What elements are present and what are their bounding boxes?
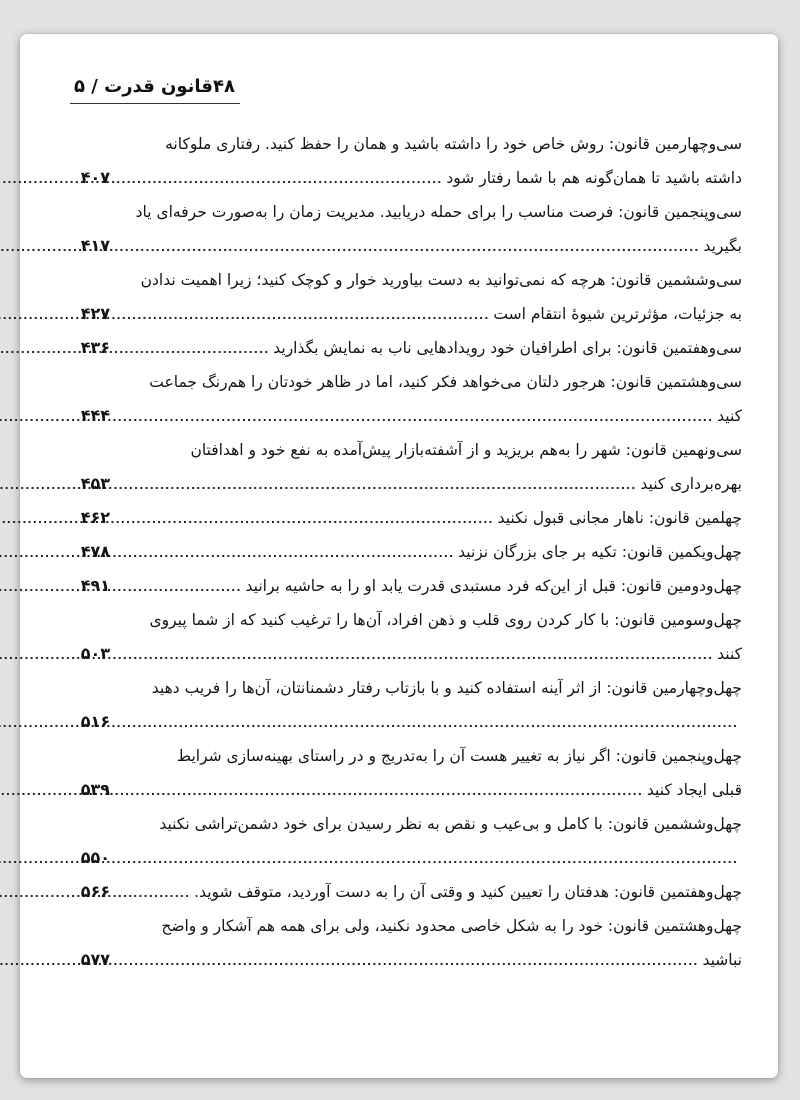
toc-entry-text: چهل‌وپنجمین قانون: اگر نیاز به تغییر هست آن را به‌تدریج و در راستای بهینه‌سازی شرایط [176, 747, 742, 765]
toc-page-number: ۴۶۲ [80, 508, 110, 527]
leader-dots [114, 503, 494, 537]
toc-page-number: ۴۹۱ [80, 576, 110, 595]
toc-entry-text: سی‌ونهمین قانون: شهر را به‌هم بریزید و از آشفته‌بازار پیش‌آمده به نفع خود و اهدافتان [190, 441, 742, 459]
toc-page-number: ۵۶۶ [80, 882, 110, 901]
toc-entry [70, 263, 742, 331]
toc-entry-line [70, 297, 742, 331]
toc-entry-line [70, 535, 742, 569]
leader-dots [114, 231, 699, 265]
toc-entry-line [70, 365, 742, 399]
toc-entry-line [70, 773, 742, 807]
toc-entry-text: نباشید [702, 951, 742, 969]
toc-entry-text: چهلمین قانون: ناهار مجانی قبول نکنید [497, 509, 742, 527]
toc-page-number: ۴۷۸ [80, 542, 110, 561]
leader-dots [114, 877, 190, 911]
toc-entry-line [70, 161, 742, 195]
toc-entry-line [70, 739, 742, 773]
toc-entry-text: سی‌وهفتمین قانون: برای اطرافیان خود رویدادهایی ناب به نمایش بگذارید [273, 339, 742, 357]
toc-entry-line [70, 399, 742, 433]
toc-entry-line [70, 331, 742, 365]
toc-entry-line [70, 671, 742, 705]
toc-page-number: ۵۵۰ [80, 848, 110, 867]
leader-dots [114, 707, 738, 741]
leader-dots [114, 163, 442, 197]
toc-page-number: ۵۳۹ [80, 780, 110, 799]
leader-dots [114, 299, 489, 333]
toc-entry-line [70, 501, 742, 535]
toc-entry [70, 433, 742, 501]
toc-page-number: ۴۲۷ [80, 304, 110, 323]
leader-dots [114, 537, 454, 571]
toc-entry-line [70, 467, 742, 501]
toc-page-number: ۴۵۳ [80, 474, 110, 493]
toc-entry [70, 671, 742, 739]
toc-entry-text: سی‌وچهارمین قانون: روش خاص خود را داشته باشید و همان را حفظ کنید. رفتاری ملوکانه [165, 135, 742, 153]
toc-entry-text: بهره‌برداری کنید [640, 475, 742, 493]
toc-page-number: ۵۰۳ [80, 644, 110, 663]
toc-entry-text: چهل‌وهفتمین قانون: هدفتان را تعیین کنید و وقتی آن را به دست آوردید، متوقف شوید. [194, 883, 742, 901]
toc-entry-text: سی‌وهشتمین قانون: هرجور دلتان می‌خواهد فکر کنید، اما در ظاهر خودتان را هم‌رنگ جماعت [149, 373, 742, 391]
table-of-contents [70, 127, 742, 977]
toc-entry-text: داشته باشید تا همان‌گونه هم با شما رفتار شود [446, 169, 742, 187]
toc-entry [70, 365, 742, 433]
toc-entry-line [70, 637, 742, 671]
toc-entry [70, 501, 742, 535]
toc-entry-line [70, 705, 742, 739]
toc-entry-line [70, 263, 742, 297]
toc-entry-text: سی‌وششمین قانون: هرچه که نمی‌توانید به دست بیاورید خوار و کوچک کنید؛ زیرا اهمیت ندادن [140, 271, 742, 289]
toc-entry-text: بگیرید [703, 237, 742, 255]
leader-dots [114, 945, 698, 979]
toc-entry-text: چهل‌وسومین قانون: با کار کردن روی قلب و ذهن افراد، آن‌ها را ترغیب کنید که از شما پیروی [149, 611, 742, 629]
toc-entry-line [70, 195, 742, 229]
toc-entry-line [70, 229, 742, 263]
toc-entry [70, 875, 742, 909]
leader-dots [114, 469, 636, 503]
toc-entry [70, 807, 742, 875]
toc-page-number: ۵۷۷ [80, 950, 110, 969]
leader-dots [114, 571, 242, 605]
toc-entry [70, 909, 742, 977]
toc-entry-line [70, 127, 742, 161]
toc-entry-text: چهل‌ویکمین قانون: تکیه بر جای بزرگان نزنید [458, 543, 742, 561]
toc-page-number: ۴۱۷ [80, 236, 110, 255]
toc-entry-text: چهل‌وچهارمین قانون: از اثر آینه استفاده کنید و با بازتاب رفتار دشمنانتان، آن‌ها را فریب دهید [151, 679, 742, 697]
toc-page-number: ۴۳۶ [80, 338, 110, 357]
header-underline [70, 103, 240, 104]
toc-entry [70, 569, 742, 603]
leader-dots [114, 843, 738, 877]
page-header: ۴۸قانون قدرت / ۵ [74, 76, 235, 97]
toc-entry-line [70, 841, 742, 875]
toc-entry-text: چهل‌وششمین قانون: با کامل و بی‌عیب و نقص به نظر رسیدن برای خود دشمن‌تراشی نکنید [159, 815, 742, 833]
toc-entry [70, 127, 742, 195]
leader-dots [114, 333, 269, 367]
toc-entry-text: به جزئیات، مؤثرترین شیوهٔ انتقام است [493, 305, 742, 323]
book-page [20, 34, 778, 1078]
toc-entry-text: سی‌وپنجمین قانون: فرصت مناسب را برای حمله دریابید. مدیریت زمان را به‌صورت حرفه‌ای یاد [135, 203, 742, 221]
toc-page-number: ۴۴۴ [80, 406, 110, 425]
toc-entry-line [70, 943, 742, 977]
toc-entry-text: چهل‌ودومین قانون: قبل از این‌که فرد مستبدی قدرت یابد او را به حاشیه برانید [245, 577, 742, 595]
toc-entry-line [70, 569, 742, 603]
toc-entry [70, 195, 742, 263]
toc-entry-text: کنند [717, 645, 742, 663]
leader-dots [114, 639, 713, 673]
toc-entry [70, 603, 742, 671]
toc-entry-line [70, 433, 742, 467]
toc-entry-text: کنید [717, 407, 742, 425]
toc-entry [70, 739, 742, 807]
toc-entry-text: قبلی ایجاد کنید [646, 781, 742, 799]
toc-entry-line [70, 603, 742, 637]
toc-page-number: ۴۰۷ [80, 168, 110, 187]
toc-entry-line [70, 807, 742, 841]
toc-entry-line [70, 875, 742, 909]
leader-dots [114, 401, 713, 435]
toc-entry-text: چهل‌وهشتمین قانون: خود را به شکل خاصی محدود نکنید، ولی برای همه هم آشکار و واضح [161, 917, 742, 935]
toc-page-number: ۵۱۶ [80, 712, 110, 731]
toc-entry-line [70, 909, 742, 943]
toc-entry [70, 535, 742, 569]
toc-entry [70, 331, 742, 365]
leader-dots [114, 775, 643, 809]
